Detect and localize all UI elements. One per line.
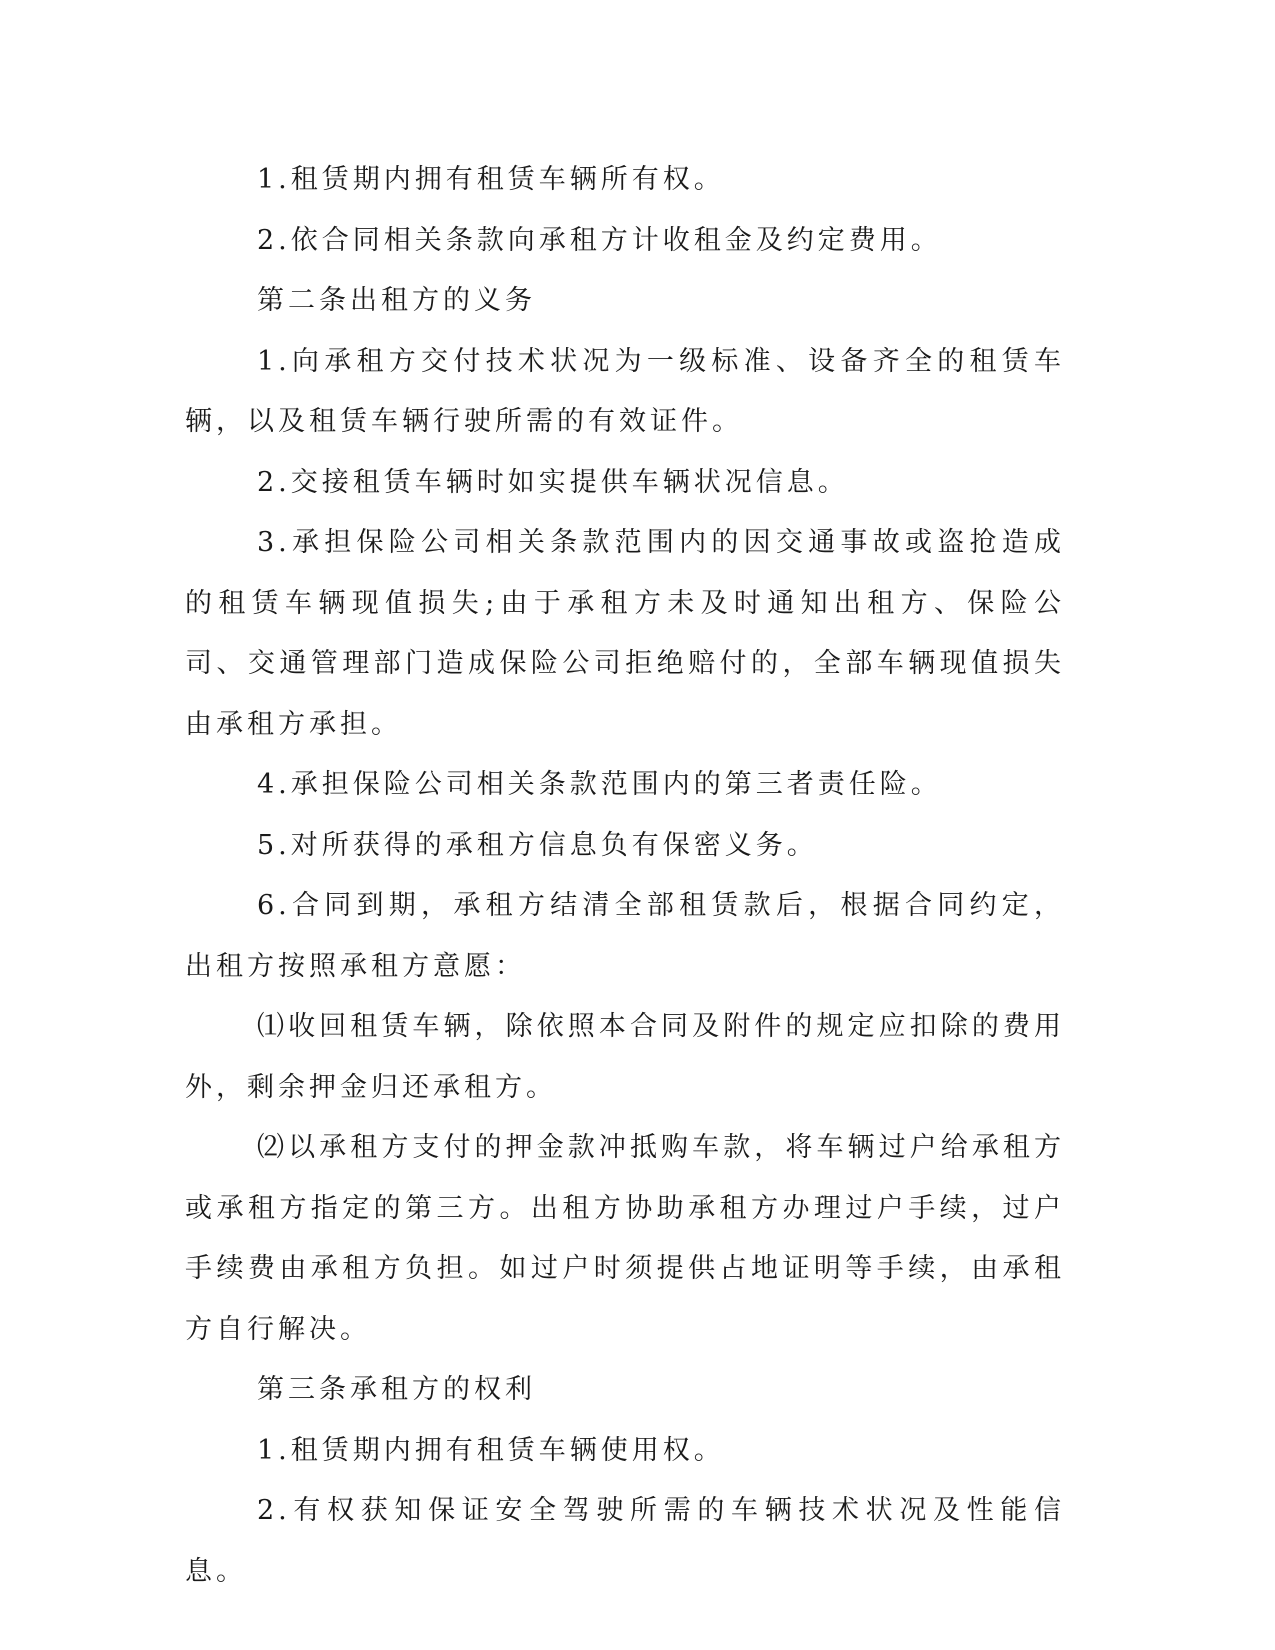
paragraph-lessee-right-2: 2.有权获知保证安全驾驶所需的车辆技术状况及性能信息。 xyxy=(185,1495,1065,1587)
paragraph-sub-item-1: ⑴收回租赁车辆，除依照本合同及附件的规定应扣除的费用外，剩余押金归还承租方。 xyxy=(185,1011,1065,1103)
section-heading-article-3: 第三条承租方的权利 xyxy=(257,1374,536,1405)
paragraph-lessor-right-1: 1.租赁期内拥有租赁车辆所有权。 xyxy=(257,164,725,195)
paragraph-lessee-right-1: 1.租赁期内拥有租赁车辆使用权。 xyxy=(257,1434,725,1466)
paragraph-lessor-duty-1: 1.向承租方交付技术状况为一级标准、设备齐全的租赁车辆，以及租赁车辆行驶所需的有效证件。 xyxy=(185,345,1065,437)
paragraph-lessor-right-2: 2.依合同相关条款向承租方计收租金及约定费用。 xyxy=(257,224,942,256)
paragraph-lessor-duty-5: 5.对所获得的承租方信息负有保密义务。 xyxy=(257,829,818,861)
section-heading-article-2: 第二条出租方的义务 xyxy=(257,285,536,316)
paragraph-lessor-duty-4: 4.承担保险公司相关条款范围内的第三者责任险。 xyxy=(257,769,942,800)
paragraph-sub-item-2: ⑵以承租方支付的押金款冲抵购车款，将车辆过户给承租方或承租方指定的第三方。出租方协助承租方办理过户手续，过户手续费由承租方负担。如过户时须提供占地证明等手续，由承租方自行解决。 xyxy=(185,1132,1065,1345)
paragraph-lessor-duty-6: 6.合同到期，承租方结清全部租赁款后，根据合同约定，出租方按照承租方意愿： xyxy=(185,890,1065,982)
paragraph-lessor-duty-3: 3.承担保险公司相关条款范围内的因交通事故或盗抢造成的租赁车辆现值损失;由于承租方未及时通知出租方、保险公司、交通管理部门造成保险公司拒绝赔付的，全部车辆现值损失由承租方承担。 xyxy=(185,527,1065,740)
document-body xyxy=(185,150,1065,1602)
paragraph-lessor-duty-2: 2.交接租赁车辆时如实提供车辆状况信息。 xyxy=(257,466,849,498)
